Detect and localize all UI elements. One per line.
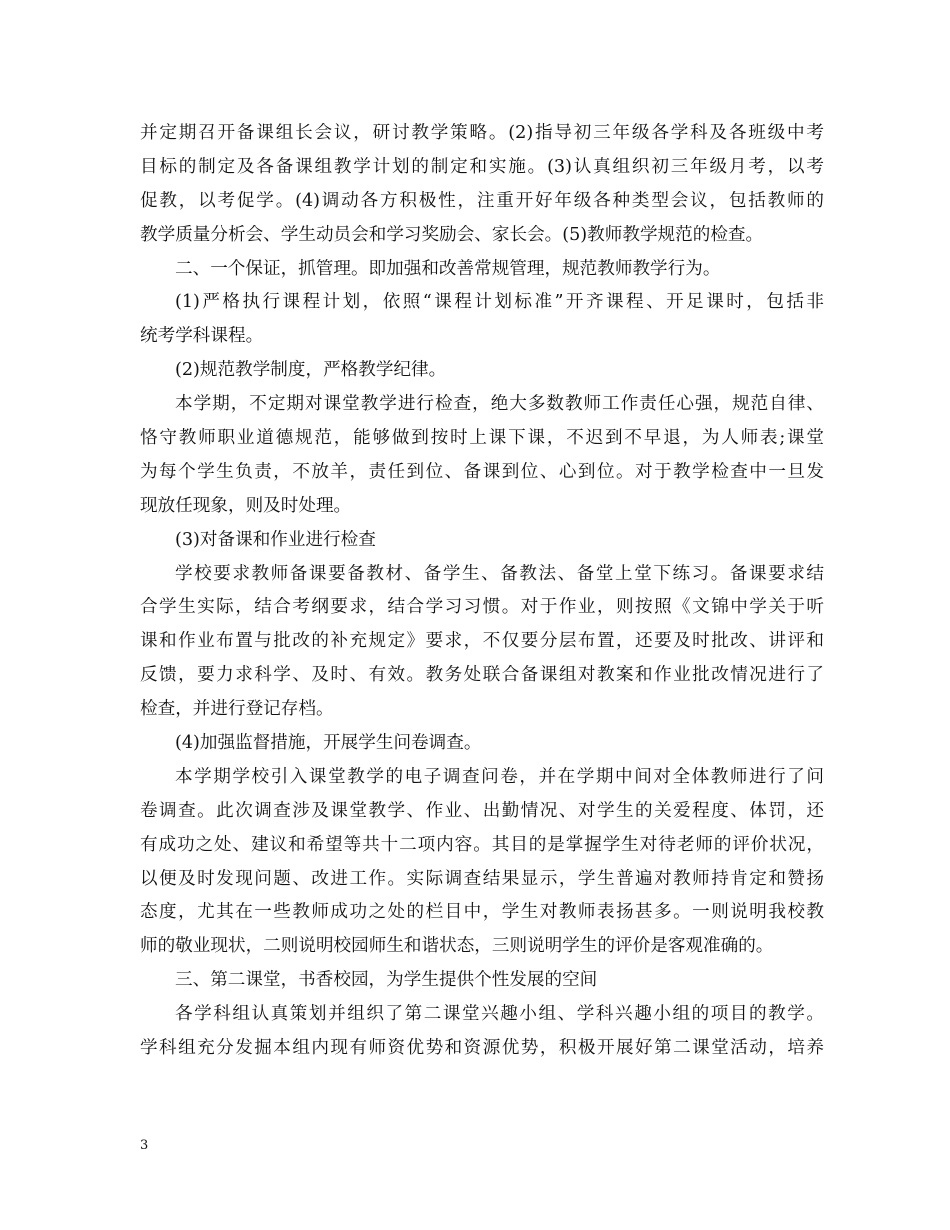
text-line: 检查，并进行登记存档。 [140,699,334,720]
text-line: 合学生实际，结合考纲要求，结合学习习惯。对于作业，则按照《文锦中学关于听 [140,597,824,618]
text-line: 反馈，要力求科学、及时、有效。教务处联合备课组对教案和作业批改情况进行了 [140,665,824,686]
text-line: 恪守教师职业道德规范，能够做到按时上课下课，不迟到不早退，为人师表;课堂 [140,428,824,449]
text-line: 教学质量分析会、学生动员会和学习奖励会、家长会。(5)教师教学规范的检查。 [140,224,764,245]
text-line: 有成功之处、建议和希望等共十二项内容。其目的是掌握学生对待老师的评价状况， [140,834,824,855]
text-line: (2)规范教学制度，严格教学纪律。 [175,360,447,381]
text-line: 促教，以考促学。(4)调动各方积极性，注重开好年级各种类型会议，包括教师的 [140,190,824,211]
text-line: 态度，尤其在一些教师成功之处的栏目中，学生对教师表扬甚多。一则说明我校教 [140,902,824,923]
text-line: 学校要求教师备课要备教材、备学生、备教法、备堂上堂下练习。备课要求结 [175,563,824,584]
text-line: 现放任现象，则及时处理。 [140,495,352,516]
text-line: 统考学科课程。 [140,326,264,347]
text-line: 师的敬业现状，二则说明校园师生和谐状态，三则说明学生的评价是客观准确的。 [140,936,774,957]
text-line: 本学期学校引入课堂教学的电子调查问卷，并在学期中间对全体教师进行了问 [175,766,824,787]
text-line: 为每个学生负责，不放羊，责任到位、备课到位、心到位。对于教学检查中一旦发 [140,461,824,482]
text-line: (4)加强监督措施，开展学生问卷调查。 [175,733,482,754]
document-body [140,117,824,1066]
text-line: 各学科组认真策划并组织了第二课堂兴趣小组、学科兴趣小组的项目的教学。 [175,1004,824,1025]
text-line: 卷调查。此次调查涉及课堂教学、作业、出勤情况、对学生的关爱程度、体罚，还 [140,800,824,821]
page-number: 3 [140,1138,149,1153]
text-line: (1)严格执行课程计划，依照“课程计划标准”开齐课程、开足课时，包括非 [175,292,824,313]
text-line: 课和作业布置与批改的补充规定》要求，不仅要分层布置，还要及时批改、讲评和 [140,631,824,652]
text-line: (3)对备课和作业进行检查 [175,529,376,550]
text-line: 二、一个保证，抓管理。即加强和改善常规管理，规范教师教学行为。 [175,258,721,279]
text-line: 以便及时发现问题、改进工作。实际调查结果显示，学生普遍对教师持肯定和赞扬 [140,868,824,889]
text-line: 目标的制定及各备课组教学计划的制定和实施。(3)认真组织初三年级月考，以考 [140,156,824,177]
text-line: 学科组充分发掘本组内现有师资优势和资源优势，积极开展好第二课堂活动，培养 [140,1038,824,1059]
text-line: 三、第二课堂，书香校园，为学生提供个性发展的空间 [175,970,598,991]
text-line: 并定期召开备课组长会议，研讨教学策略。(2)指导初三年级各学科及各班级中考 [140,123,824,143]
text-line: 本学期，不定期对课堂教学进行检查，绝大多数教师工作责任心强，规范自律、 [175,394,824,415]
